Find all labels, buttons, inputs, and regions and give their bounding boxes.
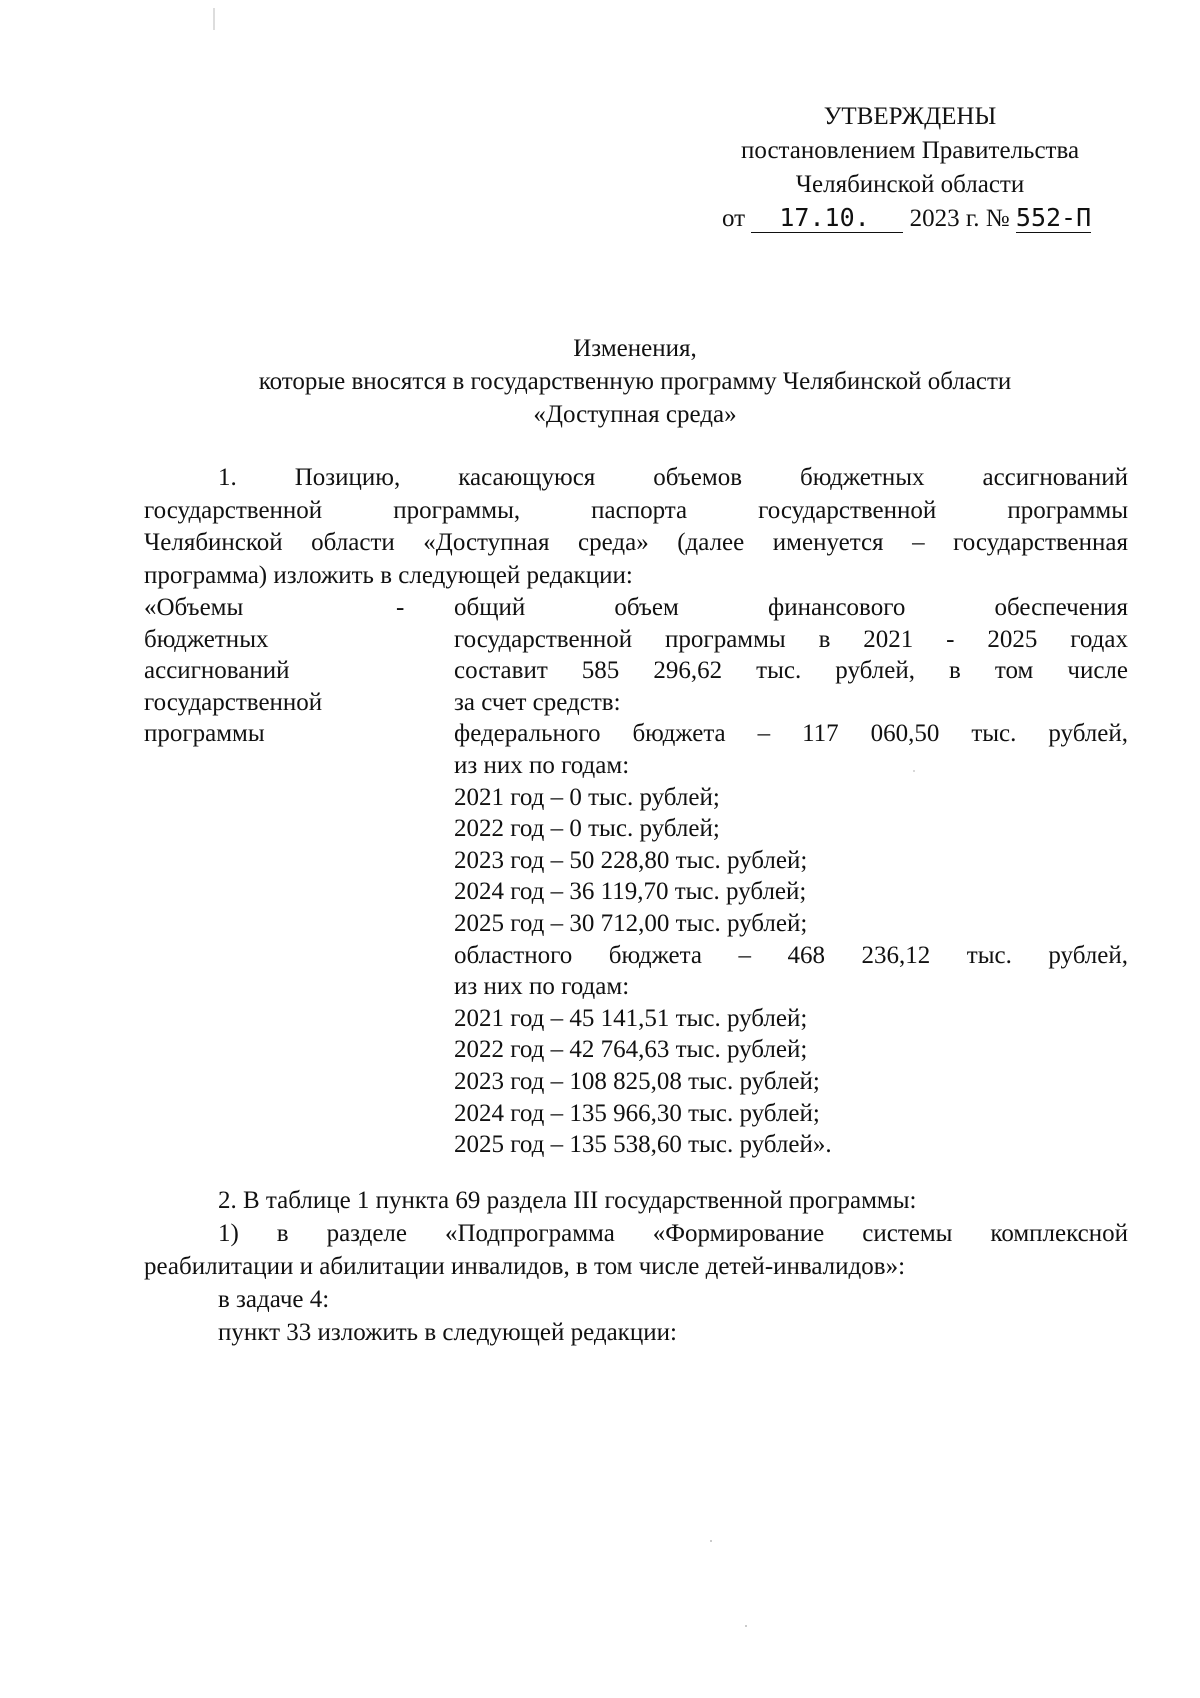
budget-intro-line: общий объем финансового обеспечения bbox=[454, 594, 1128, 621]
section-1-line: программа) изложить в следующей редакции: bbox=[144, 561, 633, 589]
regional-year-item: 2025 год – 135 538,60 тыс. рублей». bbox=[454, 1131, 832, 1159]
federal-budget-line: федерального бюджета – 117 060,50 тыс. рублей, bbox=[454, 720, 1128, 748]
federal-year-item: 2021 год – 0 тыс. рублей; bbox=[454, 783, 720, 811]
budget-dash: - bbox=[396, 594, 405, 621]
federal-year-item: 2022 год – 0 тыс. рублей; bbox=[454, 815, 720, 843]
approval-line-1: постановлением Правительства bbox=[740, 137, 1080, 164]
decree-number: 552-П bbox=[1015, 203, 1092, 232]
section-2-line-3: реабилитации и абилитации инвалидов, в том числе детей-инвалидов»: bbox=[144, 1253, 906, 1280]
regional-year-item: 2023 год – 108 825,08 тыс. рублей; bbox=[454, 1067, 820, 1095]
section-1-line: Челябинской области «Доступная среда» (далее именуется – государственная bbox=[144, 529, 1128, 556]
approval-block bbox=[690, 100, 1130, 236]
section-2 bbox=[144, 1184, 1128, 1349]
section-2-line-1: 2. В таблице 1 пункта 69 раздела III государственной программы: bbox=[218, 1187, 917, 1214]
section-1-line: государственной программы, паспорта государственной программы bbox=[144, 496, 1128, 524]
regional-year-item: 2024 год – 135 966,30 тыс. рублей; bbox=[454, 1099, 820, 1127]
budget-content bbox=[454, 592, 1128, 1161]
scan-speck bbox=[913, 770, 915, 772]
federal-year-item: 2023 год – 50 228,80 тыс. рублей; bbox=[454, 846, 808, 874]
regional-budget-line: областного бюджета – 468 236,12 тыс. рублей, bbox=[454, 941, 1128, 969]
budget-label-line: бюджетных bbox=[144, 625, 269, 653]
budget-label bbox=[144, 592, 394, 750]
title-line-2: которые вносятся в государственную программу Челябинской области bbox=[258, 368, 1012, 395]
federal-year-item: 2024 год – 36 119,70 тыс. рублей; bbox=[454, 878, 807, 906]
budget-label-line: государственной bbox=[144, 688, 323, 716]
scan-speck bbox=[213, 8, 215, 30]
budget-label-line: программы bbox=[144, 720, 265, 748]
section-2-line-4: в задаче 4: bbox=[218, 1286, 330, 1313]
regional-budget-sub: из них по годам: bbox=[454, 973, 630, 1001]
document-title bbox=[140, 332, 1130, 431]
regional-year-item: 2021 год – 45 141,51 тыс. рублей; bbox=[454, 1004, 808, 1032]
section-2-line-5: пункт 33 изложить в следующей редакции: bbox=[218, 1319, 677, 1346]
budget-label-line: ассигнований bbox=[144, 657, 290, 685]
scan-speck bbox=[745, 1625, 747, 1627]
budget-label-line: «Объемы bbox=[144, 594, 244, 621]
date-prefix: от bbox=[722, 205, 746, 232]
year-text: 2023 г. № bbox=[909, 205, 1010, 232]
section-1-paragraph bbox=[144, 462, 1128, 592]
section-2-line-2: 1) в разделе «Подпрограмма «Формирование системы комплексной bbox=[218, 1220, 1128, 1247]
approval-line-2: Челябинской области bbox=[795, 171, 1025, 198]
regional-year-item: 2022 год – 42 764,63 тыс. рублей; bbox=[454, 1036, 808, 1064]
budget-intro-line: составит 585 296,62 тыс. рублей, в том числе bbox=[454, 657, 1128, 685]
date-value: 17.10. bbox=[751, 204, 903, 233]
approval-heading: УТВЕРЖДЕНЫ bbox=[823, 103, 997, 130]
title-line-1: Изменения, bbox=[573, 335, 697, 362]
federal-year-item: 2025 год – 30 712,00 тыс. рублей; bbox=[454, 909, 808, 937]
budget-intro-line: за счет средств: bbox=[454, 688, 621, 716]
section-1-line: 1. Позицию, касающуюся объемов бюджетных ассигнований bbox=[218, 464, 1128, 491]
title-line-3: «Доступная среда» bbox=[533, 401, 737, 428]
federal-budget-sub: из них по годам: bbox=[454, 751, 630, 779]
scan-speck bbox=[710, 1540, 712, 1542]
approval-date-line bbox=[690, 202, 1130, 236]
budget-intro-line: государственной программы в 2021 - 2025 годах bbox=[454, 625, 1128, 653]
